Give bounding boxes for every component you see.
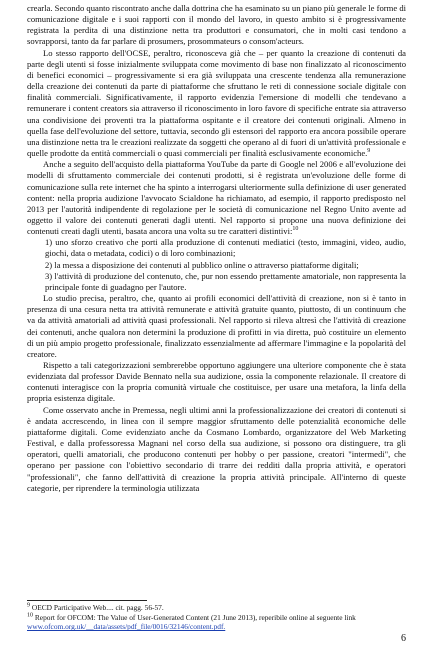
footnote-10 <box>27 613 406 623</box>
footnote-reference[interactable]: 10 <box>292 226 299 233</box>
footnote-number: 9 <box>27 602 30 609</box>
paragraph-5: Come osservato anche in Premessa, negli ultimi anni la professionalizzazione dei creatori di contenuti si è andata accrescendo, in linea con il sempre maggior sfruttamento delle potenzialità economiche delle piattaforme digitali. Come evidenziato anche da Cosmano Lombardo, organizzatore del Web Marketing Festival, e dalla professoressa Magnani nel corso della sua audizione, si possono ora distinguere, tra gli operatori, quelli amatoriali, che producono contenuti per hobby o per passione, creatori "intermedi", che operano per passione con l'obiettivo secondario di trarre dei redditi dalla propria attività, e operatori "professionali", che fanno dell'attività di creazione la propria attività principale. All'interno di queste categorie, per riprendere la terminologia utilizzata <box>27 404 406 493</box>
paragraph-4: Rispetto a tali categorizzazioni sembrerebbe opportuno aggiungere una ulteriore componente che è stata evidenziata dal professor Davide Bennato nella sua audizione, ossia la componente relazionale. Il creatore di contenuti interagisce con la propria comunità virtuale che costituisce, per usare una metafora, la linfa della propria esistenza digitale. <box>27 360 406 404</box>
footnote-divider <box>27 600 147 601</box>
paragraph-2-text: Anche a seguito dell'acquisto della piattaforma YouTube da parte di Google nel 2006 e all'evoluzione dei modelli di sfruttamento commerciale dei contenuti prodotti, si è registrata un'evoluzione delle forme di comunicazione sulla rete internet che ha spinto a interrogarsi ulteriormente sulla definizione di user generated content: nella propria audizione l'avvocato Scialdone ha richiamato, ad esempio, il rapporto predisposto nel 2013 per l'autorità indipendente di regolazione per le società di comunicazione nel Regno Unito avente ad oggetto il valore dei contenuti generati dagli utenti. Nel rapporto si propone una nuova definizione dei contenuti creati dagli utenti, basata ancora una volta su tre caratteri distintivi:$^{10}$ <box>27 159 406 237</box>
footnote-10-link-line <box>27 622 406 632</box>
paragraph-2 <box>27 159 406 237</box>
paragraph-3: Lo studio precisa, peraltro, che, quanto ai profili economici dell'attività di creazione, non si è tanto in presenza di una cesura netta tra attività remunerate e attività gratuite quanto, piuttosto, di un continuum che va da attività amatoriali ad attività quasi professionali. Nel rapporto si rileva altresì che l'attività di creazione dei contenuti, anche qualora non determini la produzione di profitti in via diretta, può costituire un elemento di un più ampio progetto professionale, finalizzato essenzialmente ad affermare l'immagine e la popolarità del creatore. <box>27 293 406 359</box>
page-number: 6 <box>401 633 406 644</box>
body-text <box>27 3 406 494</box>
paragraph-0: crearla. Secondo quanto riscontrato anche dalla dottrina che ha esaminato su un piano più generale le forme di comunicazione digitale e i suoi rapporti con il mondo del lavoro, in questo ambito si è progressivamente registrata la perdita di una distinzione netta tra produttori e consumatori, che in molti casi tendono a sovrapporsi, tanto da far parlare di prosumers, prosommateurs o consom'acteurs. <box>27 3 406 47</box>
footnote-9 <box>27 603 406 613</box>
paragraph-1-text: Lo stesso rapporto dell'OCSE, peraltro, riconosceva già che – per quanto la creazione di contenuti da parte degli utenti si fosse inizialmente sviluppata come movimento di base non finalizzato al riconoscimento di benefici economici – progressivamente si era già sviluppata una crescente tendenza alla remunerazione della creazione dei contenuti da parte di piattaforme che sfruttano le reti di connessione sociale digitale con finalità commerciali. Significativamente, il rapporto evidenzia l'emersione di modelli che tendevano a remunerare i content creators sia attraverso il riconoscimento in loro favore di specifiche entrate sia attraverso una condivisione dei proventi tra la piattaforma ospitante e il creatore dei contenuti originali. Almeno in quella fase dell'evoluzione del settore, tuttavia, secondo gli estensori del rapporto era ancora possibile operare una distinzione netta tra le creazioni realizzate da soggetti che operano al di fuori di un'attività professionale e quelle prodotte da entità commerciali o quasi commerciali per finalità esclusivamente economiche.$^9$ <box>27 47 406 159</box>
list-item: 2) la messa a disposizione dei contenuti al pubblico online o attraverso piattaforme digitali; <box>45 259 359 270</box>
list-item: 3) l'attività di produzione del contenuto, che, pur non essendo prettamente amatoriale, non rappresenta la principale fonte di guadagno per l'autore. <box>45 270 406 292</box>
paragraph-1 <box>27 48 406 160</box>
footnote-text: OECD Participative Web.... cit. pagg. 56-57. <box>31 603 164 612</box>
footnote-reference[interactable]: 9 <box>367 148 371 155</box>
list-item: 1) uno sforzo creativo che porti alla produzione di contenuti mediatici (testo, immagini, video, audio, giochi, data o metadata, codici) o di loro combinazioni; <box>45 237 406 259</box>
footnotes <box>27 600 406 632</box>
footnote-number: 10 <box>27 612 33 619</box>
ofcom-report-link[interactable]: www.ofcom.org.uk/__data/assets/pdf_file/0016/32146/content.pdf. <box>27 622 226 632</box>
footnote-text: Report for OFCOM: The Value of User-Generated Content (21 June 2013), reperibile online al seguente link <box>34 612 356 622</box>
criteria-list <box>27 237 406 293</box>
